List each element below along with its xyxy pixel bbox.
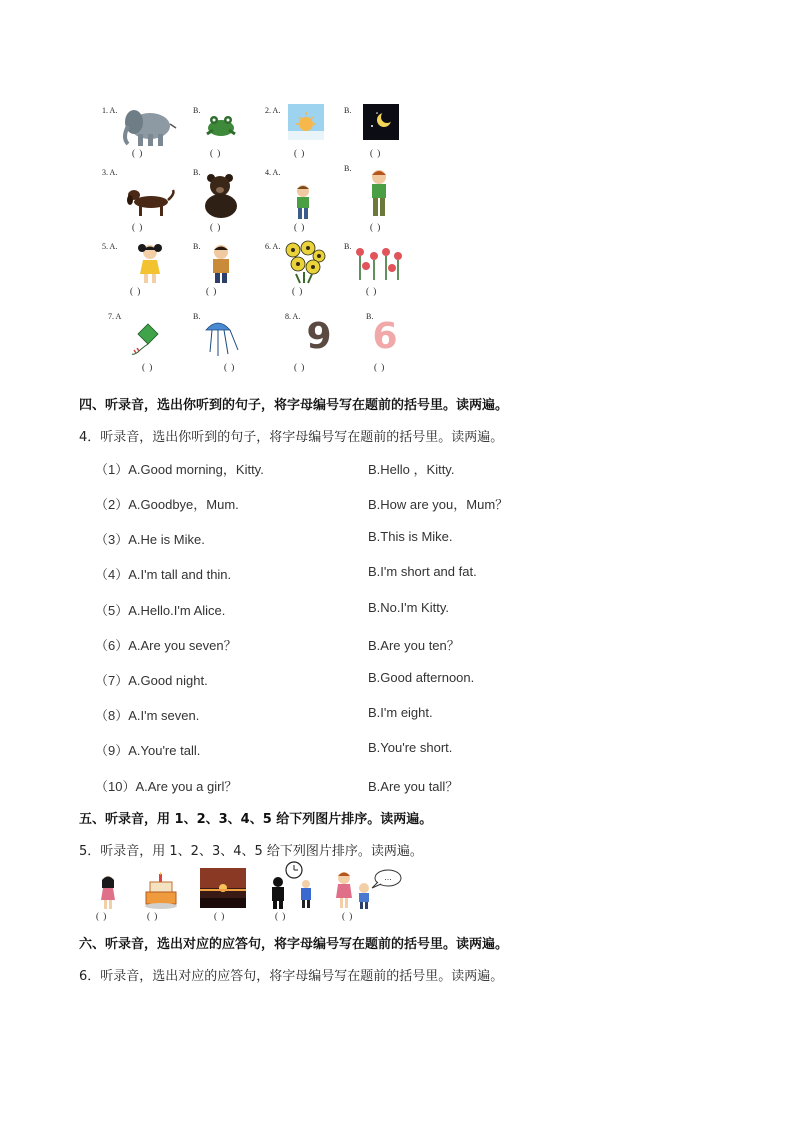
answer-paren: ( ) [294, 222, 306, 232]
option-a: （7）A.Good night. [95, 673, 208, 688]
girl-icon [135, 242, 165, 284]
boy-icon [207, 242, 235, 284]
section-6-heading: 六、听录音，选出对应的应答句，将字母编号写在题前的括号里。读两遍。 [79, 937, 509, 952]
item-label: 7. A [108, 312, 122, 321]
option-a: （6）A.Are you seven？ [95, 638, 237, 653]
section-5-heading: 五、听录音，用 1、2、3、4、5 给下列图片排序。读两遍。 [79, 812, 433, 827]
answer-paren: ( ) [275, 911, 287, 921]
answer-paren: ( ) [130, 286, 142, 296]
sunset-icon [200, 868, 246, 908]
item-label: 5. A. [102, 242, 118, 251]
birthday-cake-icon [144, 872, 178, 910]
girl-waving-icon [98, 874, 118, 910]
answer-paren: ( ) [294, 362, 306, 372]
option-a: （10）A.Are you a girl？ [95, 779, 238, 794]
speech-bubble-text: ... [384, 873, 392, 882]
answer-paren: ( ) [224, 362, 236, 372]
option-b: B.You're short. [368, 740, 453, 755]
item-label: 6. A. [265, 242, 281, 251]
option-a: （4）A.I'm tall and thin. [95, 567, 232, 582]
option-b: B.I'm eight. [368, 705, 433, 720]
green-kite-icon [130, 322, 160, 356]
number-nine-icon [306, 316, 332, 352]
item-label: B. [193, 242, 201, 251]
option-b: B.This is Mike. [368, 529, 453, 544]
answer-paren: ( ) [370, 148, 382, 158]
option-a: （5）A.Hello.I'm Alice. [95, 603, 226, 618]
item-label: 2. A. [265, 106, 281, 115]
answer-paren: ( ) [142, 362, 154, 372]
section-5-subheading: 5．听录音，用 1、2、3、4、5 给下列图片排序。读两遍。 [79, 844, 423, 859]
option-a: （9）A.You're tall. [95, 743, 201, 758]
option-b: B.Hello ，Kitty. [368, 462, 455, 477]
sun-icon [288, 104, 324, 140]
answer-paren: ( ) [96, 911, 108, 921]
option-b: B.Are you tall？ [368, 779, 459, 794]
item-label: B. [193, 168, 201, 177]
option-b: B.Good afternoon. [368, 670, 475, 685]
frog-icon [203, 112, 239, 140]
item-label: 4. A. [265, 168, 281, 177]
item-label: B. [344, 106, 352, 115]
answer-paren: ( ) [374, 362, 386, 372]
option-a: （3）A.He is Mike. [95, 532, 205, 547]
answer-paren: ( ) [370, 222, 382, 232]
option-a: （8）A.I'm seven. [95, 708, 200, 723]
item-label: B. [344, 242, 352, 251]
answer-paren: ( ) [294, 148, 306, 158]
answer-paren: ( ) [147, 911, 159, 921]
answer-paren: ( ) [214, 911, 226, 921]
two-kids-talking-icon [334, 868, 404, 910]
answer-paren: ( ) [366, 286, 378, 296]
answer-paren: ( ) [206, 286, 218, 296]
item-label: B. [344, 164, 352, 173]
yellow-flowers-icon [284, 240, 326, 284]
short-boy-icon [292, 184, 314, 220]
item-label: B. [366, 312, 374, 321]
answer-paren: ( ) [132, 148, 144, 158]
section-4-subheading: 4．听录音，选出你听到的句子，将字母编号写在题前的括号里。读两遍。 [79, 430, 504, 445]
dog-icon [125, 186, 177, 220]
svg-text:6: 6 [372, 316, 398, 352]
answer-paren: ( ) [132, 222, 144, 232]
clock-night-icon [268, 860, 316, 910]
option-b: B.I'm short and fat. [368, 564, 477, 579]
tall-boy-icon [364, 168, 394, 218]
item-label: 3. A. [102, 168, 118, 177]
svg-text:9: 9 [306, 316, 332, 352]
blue-kite-icon [200, 316, 242, 358]
answer-paren: ( ) [210, 222, 222, 232]
moon-night-icon [363, 104, 399, 140]
number-six-icon [372, 316, 398, 352]
elephant-icon [120, 104, 178, 148]
item-label: 1. A. [102, 106, 118, 115]
answer-paren: ( ) [210, 148, 222, 158]
section-4-heading: 四、听录音，选出你听到的句子，将字母编号写在题前的括号里。读两遍。 [79, 398, 509, 413]
option-a: （2）A.Goodbye，Mum. [95, 497, 239, 512]
option-b: B.How are you，Mum？ [368, 497, 509, 512]
bear-icon [200, 172, 242, 218]
answer-paren: ( ) [342, 911, 354, 921]
item-label: B. [193, 312, 201, 321]
item-label: 8. A. [285, 312, 301, 321]
item-label: B. [193, 106, 201, 115]
section-6-subheading: 6．听录音，选出对应的应答句，将字母编号写在题前的括号里。读两遍。 [79, 969, 504, 984]
option-b: B.Are you ten？ [368, 638, 460, 653]
red-flowers-icon [352, 246, 408, 282]
option-b: B.No.I'm Kitty. [368, 600, 449, 615]
option-a: （1）A.Good morning，Kitty. [95, 462, 264, 477]
answer-paren: ( ) [292, 286, 304, 296]
